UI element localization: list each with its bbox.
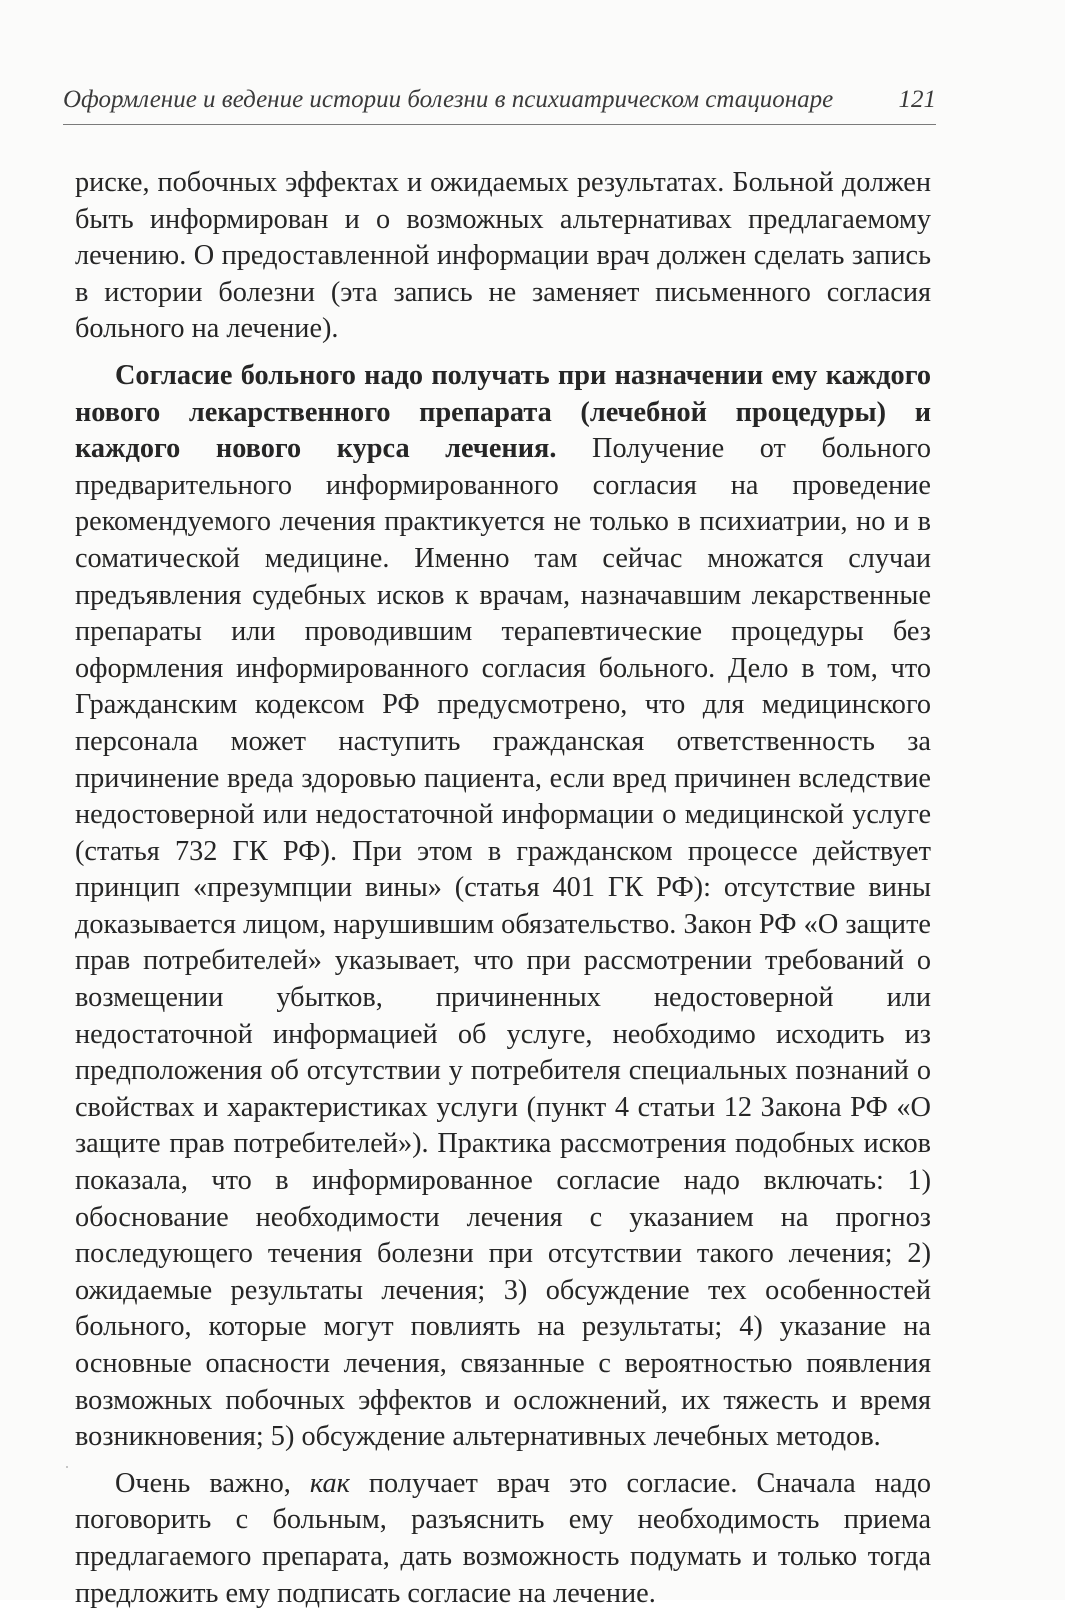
paragraph-3-text-after: получает врач это согласие. Сначала надо поговорить с больным, разъяснить ему необходимость приема предлагаемого препарата, дать возможность подумать и только тогда предложить ему подписать согласие на лечение. [75, 1467, 931, 1609]
scan-speck [66, 1466, 68, 1468]
body-text [75, 165, 931, 1612]
header-divider [63, 124, 936, 125]
paragraph-1 [75, 165, 931, 348]
page-number: 121 [898, 86, 936, 113]
paragraph-1-text: риске, побочных эффектах и ожидаемых результатах. Больной должен быть информирован и о возможных альтернативах предлагаемому лечению. О предоставленной информации врач должен сделать запись в истории болезни (эта запись не заменяет письменного согласия больного на лечение). [75, 167, 931, 345]
paragraph-2-text: Получение от больного предварительного информированного согласия на проведение рекомендуемого лечения практикуется не только в психиатрии, но и в соматической медицине. Именно там сейчас множатся случаи предъявления судебных исков к врачам, назначавшим лекарственные препараты или проводившим терапевтические процедуры без оформления информированного согласия больного. Дело в том, что Гражданским кодексом РФ предусмотрено, что для медицинского персонала может наступить гражданская ответственность за причинение вреда здоровью пациента, если вред причинен вследствие недостоверной или недостаточной информации о медицинской услуге (статья 732 ГК РФ). При этом в гражданском процессе действует принцип «презумпции вины» (статья 401 ГК РФ): отсутствие вины доказывается лицом, нарушившим обязательство. Закон РФ «О защите прав потребителей» указывает, что при рассмотрении требований о возмещении убытков, причиненных недостоверной или недостаточной информацией об услуге, необходимо исходить из предположения об отсутствии у потребителя специальных познаний о свойствах и характеристиках услуги (пункт 4 статьи 12 Закона РФ «О защите прав потребителей»). Практика рассмотрения подобных исков показала, что в информированное согласие надо включать: 1) обоснование необходимости лечения с указанием на прогноз последующего течения болезни при отсутствии такого лечения; 2) ожидаемые результаты лечения; 3) обсуждение тех особенностей больного, которые могут повлиять на результаты; 4) указание на основные опасности лечения, связанные с вероятностью появления возможных побочных эффектов и осложнений, их тяжесть и время возникновения; 5) обсуждение альтернативных лечебных методов. [75, 433, 931, 1453]
paragraph-2 [75, 358, 931, 1456]
paragraph-2-bold-lead: Согласие больного надо получать при назначении ему каждого нового лекарственного препарата (лечебной процедуры) и каждого нового курса лечения. [75, 359, 931, 465]
paragraph-3-text-before: Очень важно, [115, 1467, 310, 1499]
running-header [63, 86, 936, 122]
running-title: Оформление и ведение истории болезни в психиатрическом стационаре [63, 86, 834, 113]
paragraph-3-italic-word: как [309, 1467, 350, 1499]
paragraph-3 [75, 1466, 931, 1612]
